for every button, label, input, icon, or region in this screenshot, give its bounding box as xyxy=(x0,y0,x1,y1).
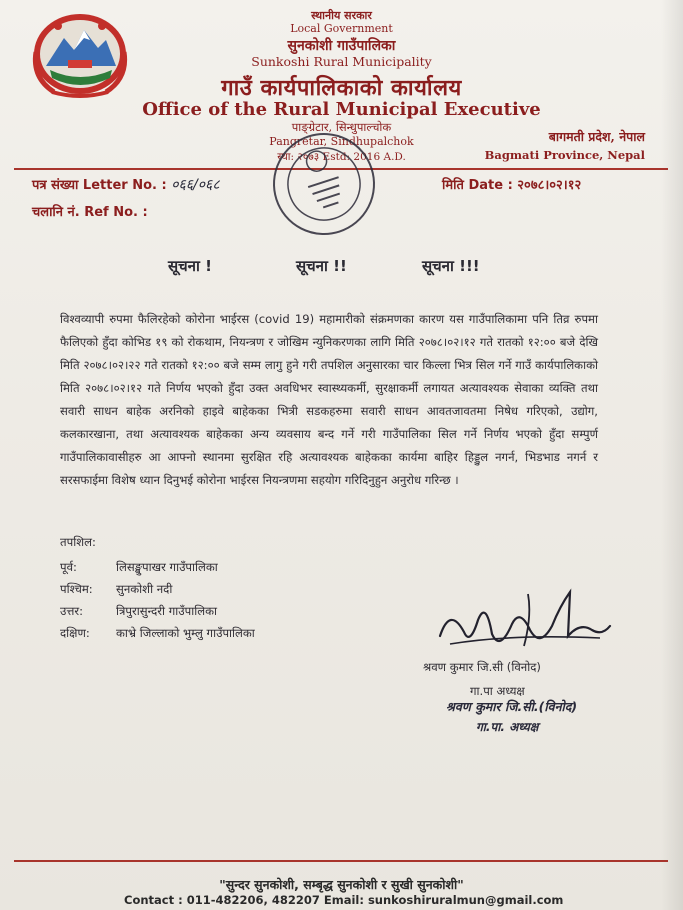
letter-date xyxy=(442,175,581,193)
boundary-direction: उत्तर: xyxy=(60,603,84,618)
boundary-name: त्रिपुरासुन्दरी गाउँपालिका xyxy=(116,603,217,618)
letter-number-label: पत्र संख्या Letter No. : xyxy=(32,178,167,193)
boundary-list-heading: तपशिल: xyxy=(60,535,96,549)
notice-heading-1: सूचना ! xyxy=(168,257,212,275)
footer-slogan: "सुन्दर सुनकोशी, सम्बृद्ध सुनकोशी र सुखी सुनकोशी" xyxy=(219,877,464,892)
date-label: मिति Date : xyxy=(442,178,513,193)
seal-signer-name: श्रवण कुमार जि.सी.(विनोद) xyxy=(446,699,578,714)
address-np: पाङ्ग्रेटार, सिन्धुपाल्चोक xyxy=(291,120,392,134)
footer-divider xyxy=(14,860,668,862)
signer-title: गा.पा अध्यक्ष xyxy=(470,684,525,698)
local-government-np: स्थानीय सरकार xyxy=(311,9,372,22)
municipality-name-np: सुनकोशी गाउँपालिका xyxy=(287,38,396,54)
municipality-name-en: Sunkoshi Rural Municipality xyxy=(251,54,432,69)
boundary-list xyxy=(60,535,255,644)
boundary-row-east xyxy=(60,556,255,578)
boundary-row-north xyxy=(60,600,255,622)
boundary-direction: दक्षिण: xyxy=(60,625,90,640)
notice-heading-2: सूचना !! xyxy=(296,257,347,275)
province-block xyxy=(485,128,645,162)
letter-number xyxy=(32,175,220,194)
footer-contact: Contact : 011-482206, 482207 Email: sunkoshiruralmun@gmail.com xyxy=(124,893,564,907)
boundary-name: सुनकोशी नदी xyxy=(116,581,173,596)
boundary-direction: पूर्व: xyxy=(60,559,77,574)
reference-number xyxy=(32,202,148,220)
date-value: २०७८।०२।१२ xyxy=(517,178,582,193)
boundary-name: काभ्रे जिल्लाको भुम्लु गाउँपालिका xyxy=(116,625,255,640)
signer-name: श्रवण कुमार जि.सी (विनोद) xyxy=(423,660,541,674)
address-en: Pangretar, Sindhupalchok xyxy=(269,135,414,148)
province-np: बागमती प्रदेश, नेपाल xyxy=(548,129,645,144)
notice-heading xyxy=(0,256,683,278)
office-title-en: Office of the Rural Municipal Executive xyxy=(142,99,541,120)
established-date: स्था: २०७३ Estd: 2016 A.D. xyxy=(277,151,406,163)
office-title-np: गाउँ कार्यपालिकाको कार्यालय xyxy=(221,75,462,101)
boundary-name: लिसङ्खुपाखर गाउँपालिका xyxy=(116,559,218,574)
boundary-row-south xyxy=(60,622,255,644)
letter-number-value: ०६६/०६८ xyxy=(171,177,220,193)
reference-number-label: चलानि नं. Ref No. : xyxy=(32,205,148,220)
boundary-direction: पश्चिम: xyxy=(60,581,93,596)
handwritten-signature-icon xyxy=(420,586,620,666)
office-stamp-icon xyxy=(268,128,380,240)
notice-body-paragraph: विश्वव्यापी रुपमा फैलिरहेको कोरोना भाईरस (covid 19) महामारीको संक्रमणका कारण यस गाउँपालिकामा पनि तिव्र रुपमा फैलिएको हुँदा कोभिड १९ को रोकथाम, नियन्त्रण र जोखिम न्युनिकरणका लागि मिति २०७८।०२।१२ गते रातको १२:०० बजे देखि मिति २०७८।०२।२२ गते रातको १२:०० बजे सम्म लागु हुने गरी तपशिल अनुसारका चार किल्ला भित्र सिल गर्ने गाउँ कार्यपालिकाको मिति २०७८।०२।१२ गते निर्णय भएको हुँदा उक्त अवधिभर स्वास्थ्यकर्मी, सुरक्षाकर्मी लगायत अत्यावश्यक सेवाका व्यक्ति तथा सवारी साधन बाहेक अरनिको हाइवे बाहेकका भित्री सडकहरुमा सवारी साधन आवतजावतमा निषेध गरिएको, उद्योग, कलकारखाना, तथा अत्यावश्यक बाहेकका अन्य व्यवसाय बन्द गर्ने गरी गाउँपालिका सिल गर्ने निर्णय भएको हुँदा सम्पुर्ण गाउँपालिकावासीहरु आ आफ्नो स्थानमा सुरक्षित रहि अत्यावश्यक बाहेकका कार्यमा बाहिर हिड्डुल नगर्न, भिडभाड नगर्न र सरसफाईमा विशेष ध्यान दिनुभई कोरोना भाईरस नियन्त्रणमा सहयोग गरिदिनुहुन अनुरोध गरिन्छ । xyxy=(60,312,598,487)
local-government-en: Local Government xyxy=(290,22,393,35)
boundary-row-west xyxy=(60,578,255,600)
notice-heading-3: सूचना !!! xyxy=(422,257,480,275)
seal-signer-title: गा.पा. अध्यक्ष xyxy=(476,720,539,734)
province-en: Bagmati Province, Nepal xyxy=(484,148,645,162)
